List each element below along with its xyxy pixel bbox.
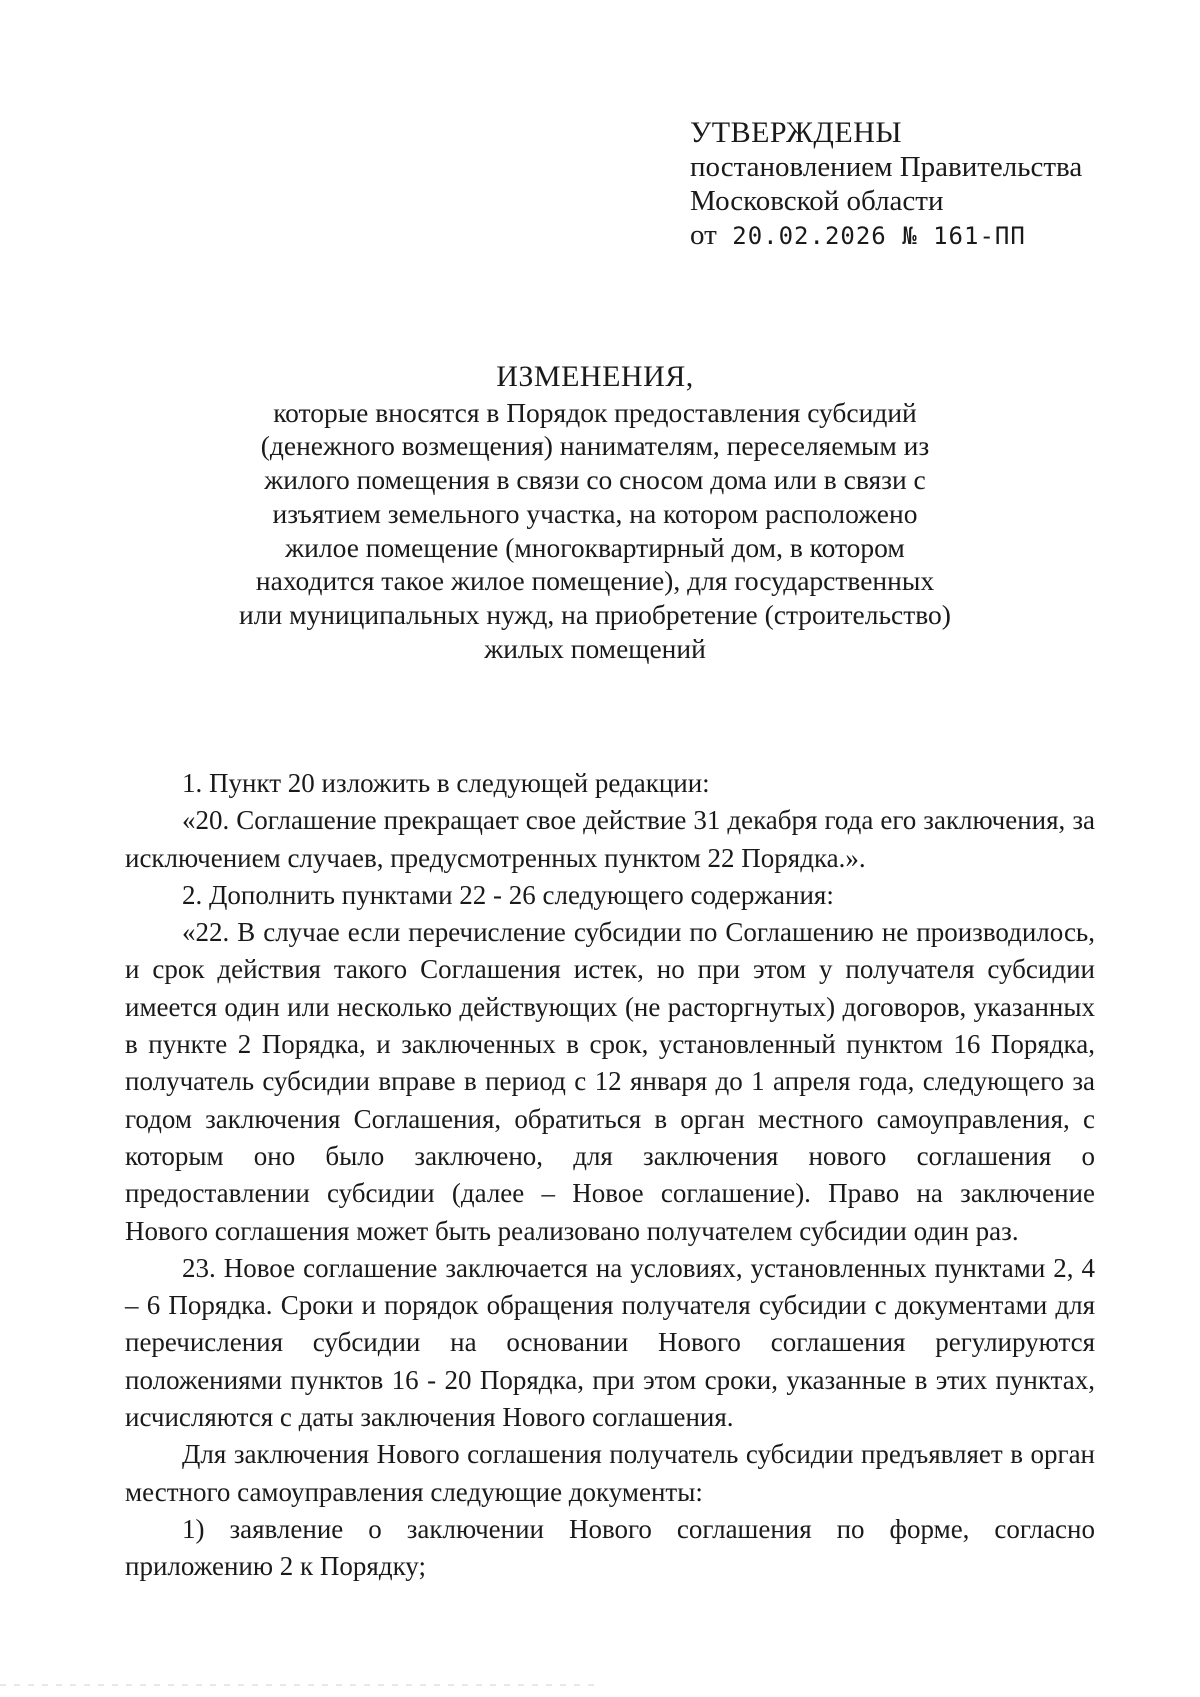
- paragraph: 1. Пункт 20 изложить в следующей редакции:: [182, 768, 710, 798]
- paragraph: «22. В случае если перечисление субсидии по Соглашению не производилось, и срок действия такого Соглашения истек, но при этом у получателя субсидии имеется один или несколько действующих (не расторгнутых) договоров, указанных в пункте 2 Порядка, и заключенных в срок, установленный пунктом 16 Порядка, получатель субсидии вправе в период с 12 января до 1 апреля года, следующего за годом заключения Соглашения, обратиться в орган местного самоуправления, с которым оно было заключено, для заключения нового соглашения о предоставлении субсидии (далее – Новое соглашение). Право на заключение Нового соглашения может быть реализовано получателем субсидии один раз.: [125, 917, 1095, 1246]
- approval-date-prefix: от: [690, 219, 717, 251]
- subtitle-line: изъятием земельного участка, на котором расположено: [272, 497, 918, 529]
- paragraph: «20. Соглашение прекращает свое действие 31 декабря года его заключения, за исключением случаев, предусмотренных пунктом 22 Порядка.».: [125, 805, 1095, 873]
- approval-title: УТВЕРЖДЕНЫ: [690, 116, 903, 149]
- subtitle-line: (денежного возмещения) нанимателям, переселяемым из: [260, 430, 930, 462]
- approval-stamp: [690, 116, 1082, 253]
- paragraph: Для заключения Нового соглашения получатель субсидии предъявляет в орган местного самоуправления следующие документы:: [125, 1439, 1095, 1507]
- document-body: [125, 765, 1095, 1586]
- document-title: ИЗМЕНЕНИЯ,: [496, 360, 694, 393]
- paragraph: 1) заявление о заключении Нового соглашения по форме, согласно приложению 2 к Порядку;: [125, 1513, 1095, 1582]
- subtitle-line: жилых помещений: [484, 632, 706, 664]
- approval-date-number: [690, 218, 1082, 253]
- paragraph: 2. Дополнить пунктами 22 - 26 следующего содержания:: [182, 879, 834, 910]
- subtitle-line: жилого помещения в связи со сносом дома или в связи с: [264, 464, 926, 496]
- approval-line: постановлением Правительства: [690, 151, 1083, 183]
- paragraph: 23. Новое соглашение заключается на условиях, установленных пунктами 2, 4 – 6 Порядка. Сроки и порядок обращения получателя субсидии с документами для перечисления субсидии на основании Нового соглашения регулируются положениями пунктов 16 - 20 Порядка, при этом сроки, указанные в этих пунктах, исчисляются с даты заключения Нового соглашения.: [125, 1252, 1095, 1433]
- subtitle-line: жилое помещение (многоквартирный дом, в котором: [285, 531, 905, 563]
- subtitle-line: находится такое жилое помещение), для государственных: [255, 565, 935, 597]
- scan-artifact: [0, 1684, 600, 1686]
- subtitle-line: которые вносятся в Порядок предоставления субсидий: [273, 396, 917, 428]
- approval-line: Московской области: [690, 185, 944, 217]
- document-heading: [200, 360, 990, 665]
- approval-date-value: 20.02.2026 № 161-ПП: [732, 222, 1026, 250]
- subtitle-line: или муниципальных нужд, на приобретение (строительство): [239, 598, 951, 630]
